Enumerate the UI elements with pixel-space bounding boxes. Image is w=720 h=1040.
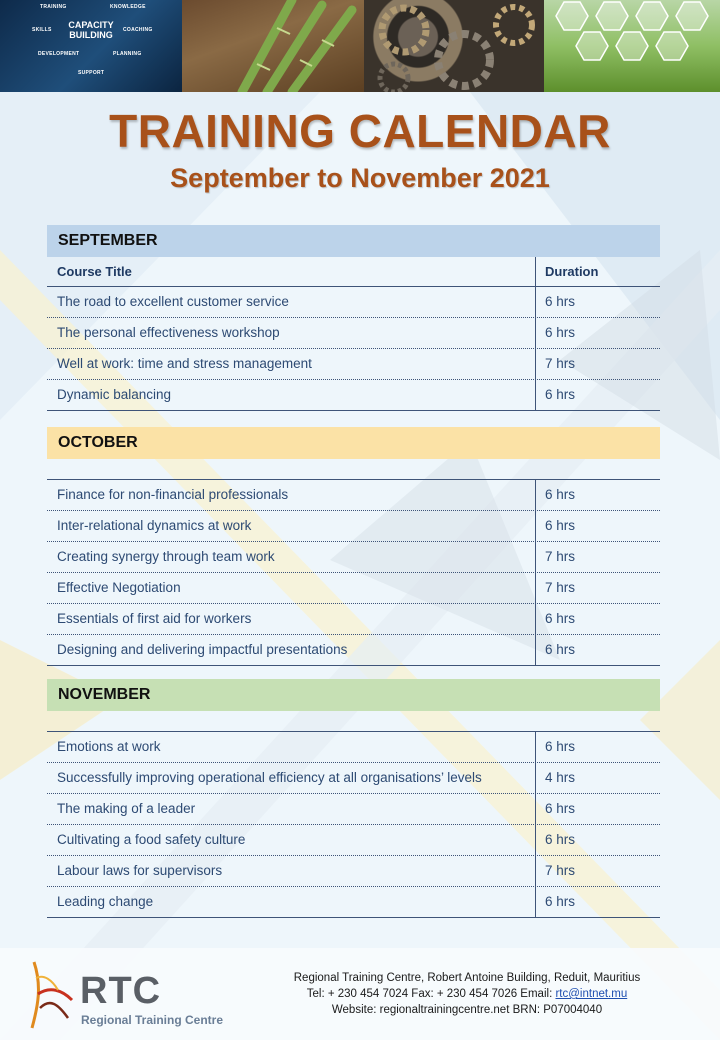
banner-tag: TRAINING	[40, 4, 67, 10]
banner-gears-image	[364, 0, 544, 92]
banner-tag: PLANNING	[113, 51, 142, 57]
page-title: TRAINING CALENDAR	[109, 105, 611, 157]
course-title: Labour laws for supervisors	[57, 863, 223, 878]
table-row	[47, 542, 660, 573]
table-row	[47, 573, 660, 604]
table-row	[47, 480, 660, 511]
course-title: The personal effectiveness workshop	[57, 325, 280, 340]
column-headers	[47, 257, 660, 287]
course-title: Emotions at work	[57, 739, 161, 754]
address-line: Regional Training Centre, Robert Antoine Building, Reduit, Mauritius	[293, 972, 641, 984]
banner-agriculture-image	[544, 0, 720, 92]
course-title: Inter-relational dynamics at work	[57, 518, 252, 533]
course-title: Well at work: time and stress management	[57, 356, 312, 371]
course-duration: 6 hrs	[545, 642, 576, 657]
course-table	[47, 732, 660, 918]
course-title: The making of a leader	[57, 801, 196, 816]
month-heading: SEPTEMBER	[47, 225, 660, 257]
course-title: Creating synergy through team work	[57, 549, 275, 564]
course-duration: 6 hrs	[545, 611, 576, 626]
course-duration: 6 hrs	[545, 518, 576, 533]
table-row	[47, 887, 660, 917]
agriculture-hexagon-icons	[544, 0, 720, 92]
month-heading: OCTOBER	[47, 427, 660, 459]
course-title: Designing and delivering impactful presentations	[57, 642, 348, 657]
banner-capacity-text: CAPACITY BUILDING	[68, 20, 114, 40]
month-section-september	[47, 225, 660, 411]
course-duration: 6 hrs	[545, 387, 576, 402]
month-heading: NOVEMBER	[47, 679, 660, 711]
banner-tag: COACHING	[123, 27, 153, 33]
course-duration: 6 hrs	[545, 294, 576, 309]
banner-tag: SKILLS	[32, 27, 52, 33]
course-duration: 4 hrs	[545, 770, 576, 785]
course-duration: 6 hrs	[545, 739, 576, 754]
course-title: Successfully improving operational efficiency at all organisations’ levels	[57, 770, 482, 785]
page-subtitle: September to November 2021	[170, 163, 550, 193]
table-row	[47, 856, 660, 887]
table-row	[47, 287, 660, 318]
course-duration: 6 hrs	[545, 325, 576, 340]
website-line: Website: regionaltrainingcentre.net BRN: P07004040	[331, 1004, 603, 1016]
course-duration: 7 hrs	[545, 863, 576, 878]
month-section-november	[47, 679, 660, 918]
logo-text: RTC	[80, 970, 162, 1012]
logo-subtext: Regional Training Centre	[81, 1013, 224, 1027]
header-banner	[0, 0, 720, 92]
table-row	[47, 732, 660, 763]
page-footer	[0, 948, 720, 1040]
course-title: The road to excellent customer service	[57, 294, 289, 309]
month-section-october	[47, 427, 660, 666]
table-row	[47, 794, 660, 825]
phone-line	[232, 986, 702, 1002]
rtc-logo	[28, 956, 228, 1032]
course-duration: 7 hrs	[545, 580, 576, 595]
banner-tag: SUPPORT	[78, 70, 105, 76]
course-duration: 7 hrs	[545, 356, 576, 371]
banner-capacity-building-image	[0, 0, 182, 92]
rtc-logo-mark-icon	[28, 956, 78, 1032]
banner-tag: DEVELOPMENT	[38, 51, 80, 57]
gears-illustration	[364, 0, 544, 92]
table-row	[47, 380, 660, 410]
table-row	[47, 763, 660, 794]
column-header-duration: Duration	[545, 264, 599, 279]
course-table	[47, 287, 660, 411]
email-link[interactable]: rtc@intnet.mu	[555, 988, 628, 1000]
course-duration: 6 hrs	[545, 487, 576, 502]
course-title: Dynamic balancing	[57, 387, 172, 402]
course-duration: 7 hrs	[545, 549, 576, 564]
banner-sugarcane-image	[182, 0, 364, 92]
sugarcane-illustration	[182, 0, 364, 92]
course-duration: 6 hrs	[545, 894, 576, 909]
column-header-course-title: Course Title	[57, 264, 132, 279]
table-row	[47, 349, 660, 380]
table-row	[47, 825, 660, 856]
table-row	[47, 635, 660, 665]
contact-info	[232, 970, 702, 1018]
course-title: Effective Negotiation	[57, 580, 181, 595]
table-row	[47, 511, 660, 542]
course-duration: 6 hrs	[545, 832, 576, 847]
course-title: Cultivating a food safety culture	[57, 832, 246, 847]
course-table	[47, 480, 660, 666]
table-row	[47, 318, 660, 349]
course-title: Finance for non-financial professionals	[57, 487, 289, 502]
phone-fax-text: Tel: + 230 454 7024 Fax: + 230 454 7026 Email:	[306, 988, 556, 1000]
course-title: Essentials of first aid for workers	[57, 611, 252, 626]
course-title: Leading change	[57, 894, 154, 909]
table-row	[47, 604, 660, 635]
banner-tag: KNOWLEDGE	[110, 4, 146, 10]
course-duration: 6 hrs	[545, 801, 576, 816]
